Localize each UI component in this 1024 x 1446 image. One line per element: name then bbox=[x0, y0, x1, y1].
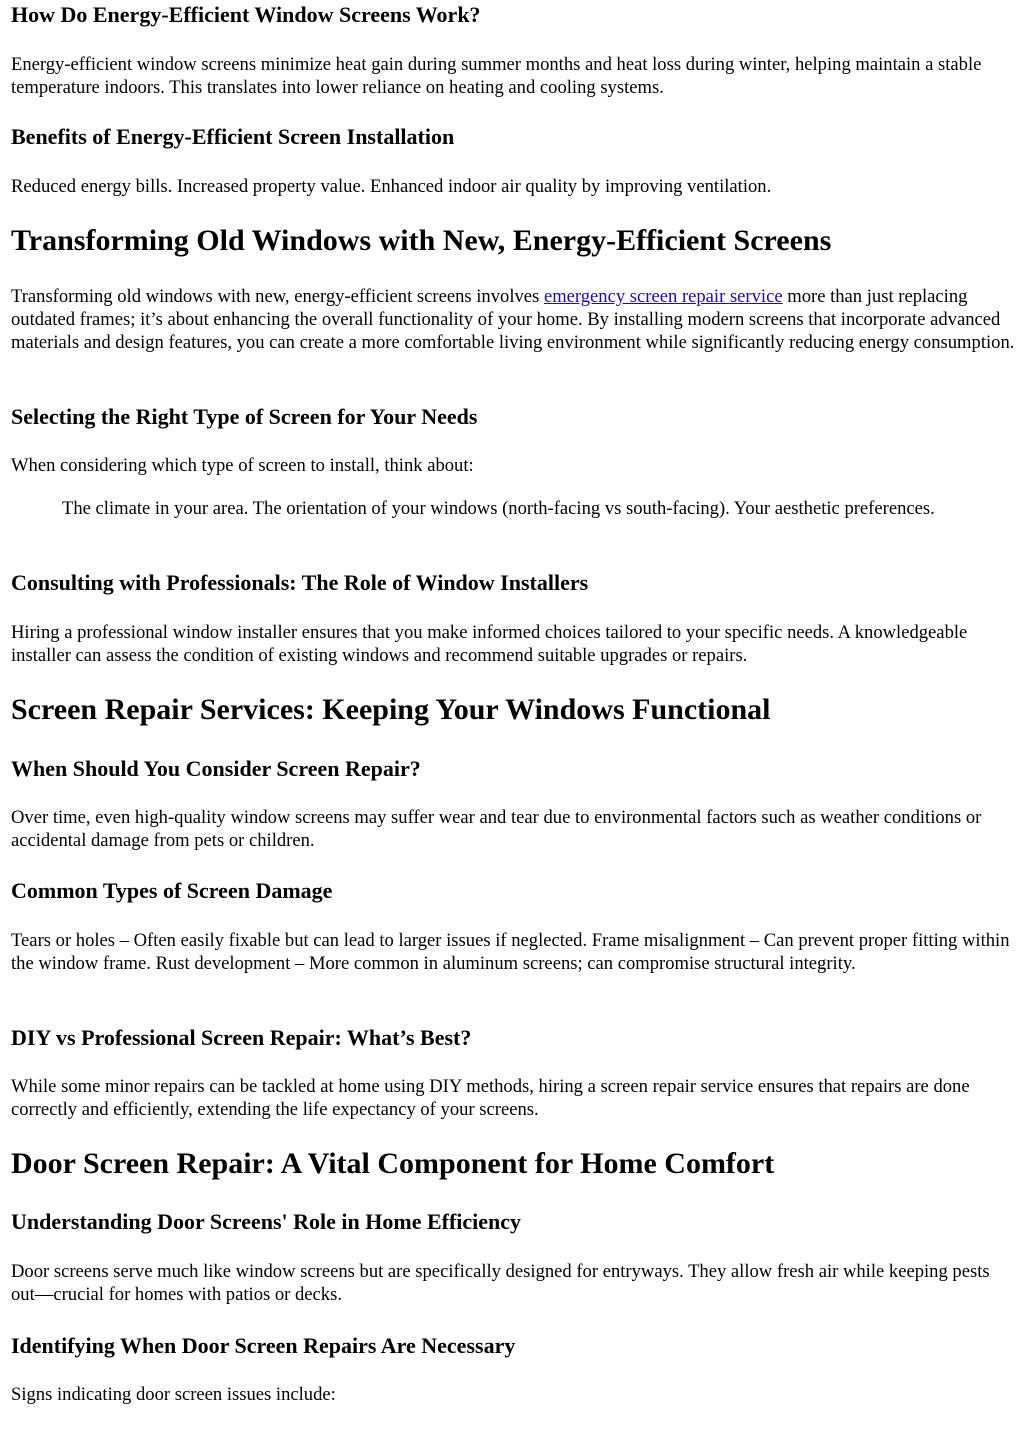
transforming-paragraph bbox=[11, 285, 1016, 355]
consulting-heading: Consulting with Professionals: The Role of Window Installers bbox=[11, 570, 589, 595]
transforming-text-before: Transforming old windows with new, energy-efficient screens involves bbox=[11, 286, 544, 307]
transforming-text-after: more than just replacing outdated frames; it’s about enhancing the overall functionality of your home. By installing modern screens that incorporate advanced materials and design features, you can create a more comfortable living environment while significantly reducing energy consumption. bbox=[11, 286, 1015, 354]
how-paragraph: Energy-efficient window screens minimize heat gain during summer months and heat loss during winter, helping maintain a stable temperature indoors. This translates into lower reliance on heating and cooling systems. bbox=[11, 54, 982, 99]
diy-heading: DIY vs Professional Screen Repair: What’s Best? bbox=[11, 1025, 472, 1050]
understanding-heading: Understanding Door Screens' Role in Home Efficiency bbox=[11, 1209, 522, 1234]
when-paragraph: Over time, even high-quality window screens may suffer wear and tear due to environmental factors such as weather conditions or accidental damage from pets or children. bbox=[11, 807, 982, 852]
selecting-paragraph: When considering which type of screen to install, think about: bbox=[11, 455, 474, 476]
diy-paragraph: While some minor repairs can be tackled at home using DIY methods, hiring a screen repair service ensures that repairs are done correctly and efficiently, extending the life expectancy of your screens. bbox=[11, 1076, 970, 1121]
identifying-heading: Identifying When Door Screen Repairs Are Necessary bbox=[11, 1333, 516, 1358]
damage-paragraph: Tears or holes – Often easily fixable but can lead to larger issues if neglected. Frame misalignment – Can prevent proper fitting within the window frame. Rust development – More common in aluminum screens; can compromise structural integrity. bbox=[11, 930, 1010, 975]
selecting-quote: The climate in your area. The orientation of your windows (north-facing vs south-facing). Your aesthetic preferences. bbox=[62, 498, 935, 519]
emergency-screen-repair-link[interactable]: emergency screen repair service bbox=[543, 286, 783, 307]
understanding-paragraph: Door screens serve much like window screens but are specifically designed for entryways. They allow fresh air while keeping pests out—crucial for homes with patios or decks. bbox=[11, 1261, 990, 1306]
door-heading: Door Screen Repair: A Vital Component for Home Comfort bbox=[11, 1147, 775, 1180]
when-heading: When Should You Consider Screen Repair? bbox=[11, 756, 421, 781]
repair-heading: Screen Repair Services: Keeping Your Windows Functional bbox=[11, 693, 771, 726]
how-heading: How Do Energy-Efficient Window Screens Work? bbox=[11, 2, 481, 27]
benefits-heading: Benefits of Energy-Efficient Screen Installation bbox=[11, 124, 455, 149]
selecting-heading: Selecting the Right Type of Screen for Your Needs bbox=[11, 404, 478, 429]
benefits-paragraph: Reduced energy bills. Increased property value. Enhanced indoor air quality by improving ventilation. bbox=[11, 176, 772, 197]
consulting-paragraph: Hiring a professional window installer ensures that you make informed choices tailored to your specific needs. A knowledgeable installer can assess the condition of existing windows and recommend suitable upgrades or repairs. bbox=[11, 622, 968, 667]
damage-heading: Common Types of Screen Damage bbox=[11, 878, 333, 903]
identifying-paragraph: Signs indicating door screen issues include: bbox=[11, 1384, 336, 1405]
transforming-heading: Transforming Old Windows with New, Energy-Efficient Screens bbox=[11, 224, 832, 257]
